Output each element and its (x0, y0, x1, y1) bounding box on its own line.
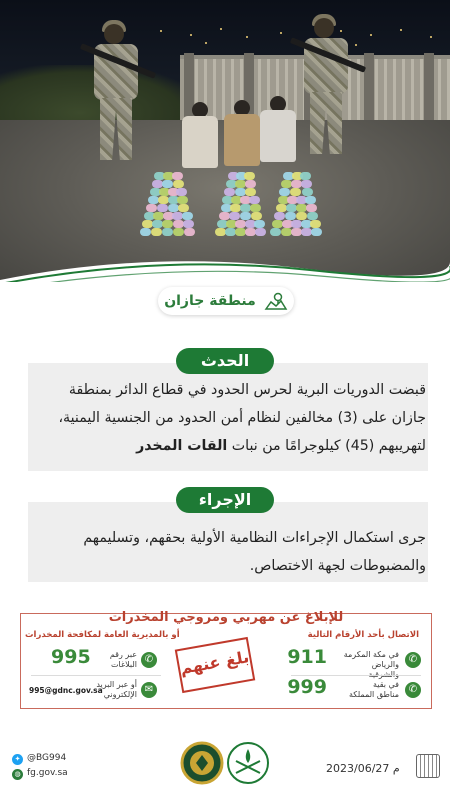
border-guard-emblem (180, 741, 224, 785)
bundle (274, 212, 285, 220)
bundle (168, 204, 179, 212)
bundle (245, 180, 256, 188)
bundle (285, 212, 296, 220)
bundle (255, 228, 266, 236)
city-lights (150, 24, 450, 54)
detainee-1 (178, 102, 222, 172)
bundle (146, 204, 157, 212)
bundle (281, 228, 292, 236)
event-title: الحدث (176, 348, 274, 374)
bundle (162, 180, 173, 188)
bundle (296, 212, 307, 220)
bundle (177, 196, 188, 204)
event-line-2: جازان على (3) مخالفين لنظام أمن الحدود من الجنسية اليمنية، (58, 410, 426, 426)
calendar-icon (416, 754, 440, 778)
post-date: 2023/06/27 م (326, 762, 400, 775)
hotline-desc: عبر رقم البلاغات (109, 650, 137, 669)
soldier-left (92, 24, 142, 164)
bundle (140, 228, 151, 236)
number-999[interactable]: 999 (287, 676, 327, 698)
bundle (254, 220, 265, 228)
region-badge (158, 287, 294, 315)
bundle (301, 180, 312, 188)
action-line-1: جرى استكمال الإجراءات النظامية الأولية بحقهم، وتسليمهم (83, 530, 426, 546)
bundle (270, 228, 281, 236)
bundle (306, 204, 317, 212)
bundle (245, 188, 256, 196)
event-line-3 (30, 432, 426, 460)
bundle (178, 204, 189, 212)
bundle (251, 212, 262, 220)
bundle (302, 188, 313, 196)
bundle (244, 172, 255, 180)
bundle (311, 228, 322, 236)
action-line-2: والمضبوطات لجهة الاختصاص. (249, 558, 426, 574)
bundle (235, 188, 246, 196)
email-desc: أو عبر البريد الإلكتروني (96, 680, 137, 699)
bundle (249, 196, 260, 204)
email-icon: ✉ (141, 682, 157, 698)
number-1-desc: في مكة المكرمة والرياض (343, 650, 399, 669)
bundle (310, 220, 321, 228)
detainee-3 (256, 96, 300, 166)
report-title: للإبلاغ عن مهربي ومروجي المخدرات (108, 610, 344, 625)
website-link[interactable]: fg.gov.sa (27, 768, 68, 778)
report-stamp: بلغ عنهم (175, 637, 256, 693)
bundle (172, 172, 183, 180)
phone-icon: ✆ (141, 652, 157, 668)
bundle (219, 212, 230, 220)
map-pin-icon (264, 291, 288, 311)
phone-icon: ✆ (405, 652, 421, 668)
bundle (183, 220, 194, 228)
bundle (290, 188, 301, 196)
event-text (30, 376, 426, 460)
hero-photo (0, 0, 450, 282)
bundle (300, 172, 311, 180)
twitter-handle[interactable]: @BG994 (27, 753, 67, 763)
soldier-right (302, 18, 352, 158)
bundle (250, 204, 261, 212)
report-left-heading: أو بالمديرية العامة لمكافحة المخدرات (25, 630, 180, 640)
bundle (173, 180, 184, 188)
bundle (240, 212, 251, 220)
bundle (229, 212, 240, 220)
twitter-icon: ✦ (12, 754, 23, 765)
bundle (182, 212, 193, 220)
bundle (224, 188, 235, 196)
bundle (173, 220, 184, 228)
bundle (152, 180, 163, 188)
action-text (30, 524, 426, 580)
event-line-1: قبضت الدوريات البرية لحرس الحدود في قطاع الدائر بمنطقة (68, 382, 426, 398)
bundle (279, 188, 290, 196)
action-title: الإجراء (176, 487, 274, 513)
bundle (157, 204, 168, 212)
bundle (184, 228, 195, 236)
report-right-heading: الاتصال بأحد الأرقام التالية (307, 630, 419, 640)
number-911[interactable]: 911 (287, 646, 327, 668)
region-label: منطقة جازان (164, 293, 256, 309)
bundle (307, 212, 318, 220)
bundle (162, 220, 173, 228)
bundle (162, 228, 173, 236)
event-line-3-start: لتهريبهم (45) كيلوجرامًا من نبات (227, 438, 426, 454)
globe-icon: ◍ (12, 769, 23, 780)
email-address[interactable]: 995@gdnc.gov.sa (29, 686, 103, 695)
bundle (173, 228, 184, 236)
divider (31, 675, 161, 676)
saudi-emblem (226, 741, 270, 785)
number-2-desc: في بقية مناطق المملكة (349, 680, 399, 699)
hotline-995[interactable]: 995 (51, 646, 91, 668)
bundle (151, 228, 162, 236)
event-line-3-bold: القات المخدر (136, 438, 228, 454)
decorative-wave (0, 240, 450, 282)
phone-icon: ✆ (405, 682, 421, 698)
bundle (176, 188, 187, 196)
bundle (305, 196, 316, 204)
